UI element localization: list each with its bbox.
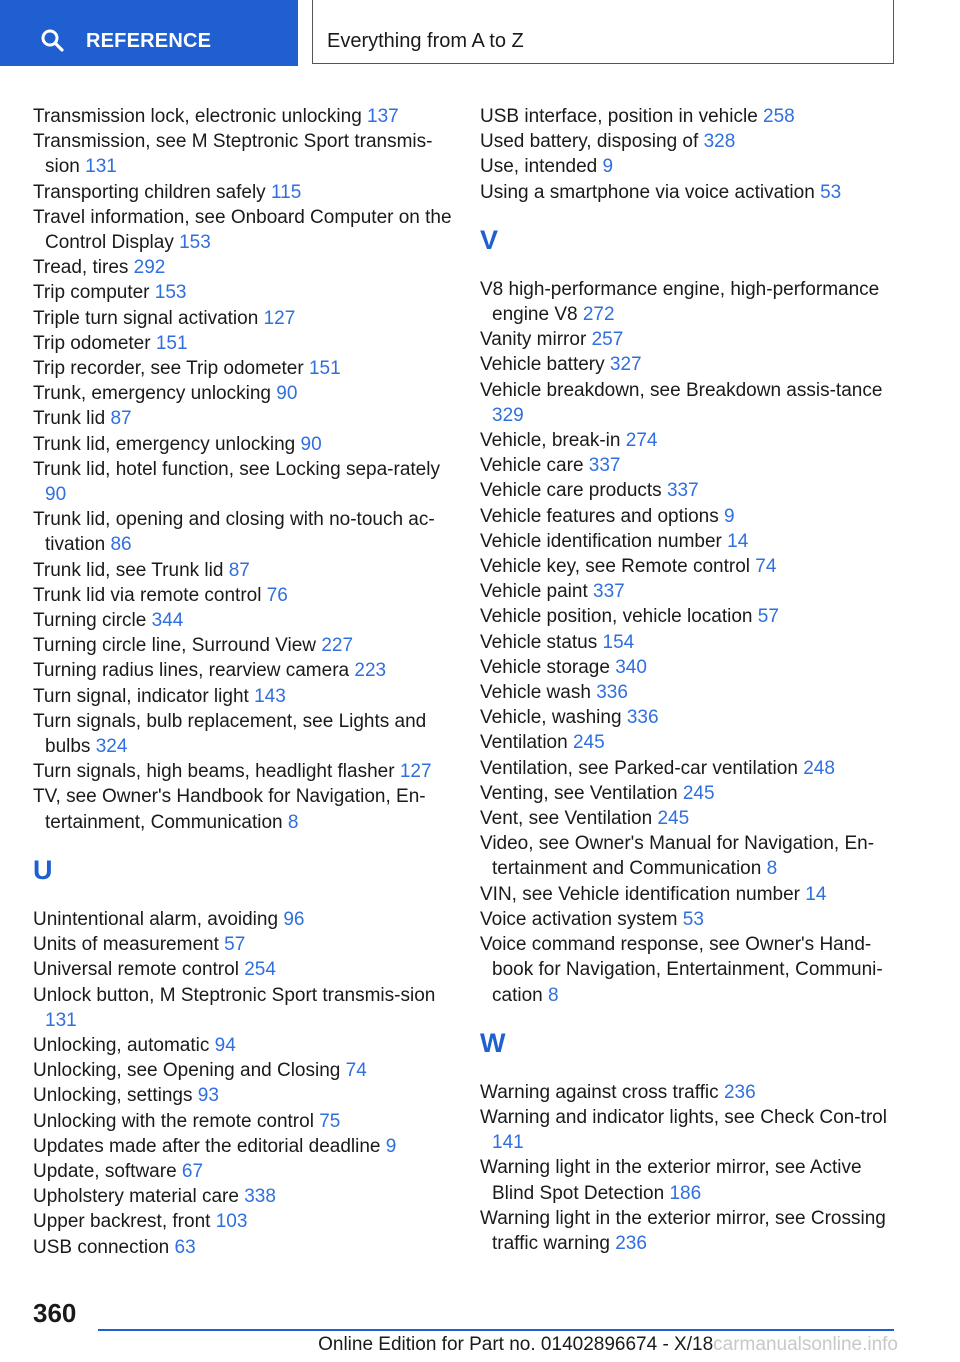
index-entry-text: Vehicle, washing xyxy=(480,707,622,729)
index-entry xyxy=(480,806,900,831)
page-header xyxy=(0,0,960,66)
page-reference-link[interactable]: 245 xyxy=(657,808,690,830)
index-entry-text: Trunk lid, emergency unlocking xyxy=(33,433,296,455)
search-icon xyxy=(40,28,64,52)
page-reference-link[interactable]: 90 xyxy=(276,383,298,405)
index-entry xyxy=(33,381,453,406)
index-entry-text: Unlocking, automatic xyxy=(33,1034,210,1056)
index-entry xyxy=(480,453,900,478)
chapter-title: Everything from A to Z xyxy=(327,30,524,52)
footer-rule xyxy=(98,1329,894,1331)
page-reference-link[interactable]: 337 xyxy=(588,455,621,477)
index-entry-text: Vehicle key, see Remote control xyxy=(480,556,751,578)
index-entry-text: Turn signal, indicator light xyxy=(33,685,249,707)
index-entry-text: Vehicle identification number xyxy=(480,530,722,552)
index-entry-text: Turn signals, high beams, headlight flasher xyxy=(33,761,395,783)
edition-text: Online Edition for Part no. 01402896674 - X/18 xyxy=(318,1334,714,1355)
page-reference-link[interactable]: 90 xyxy=(45,484,67,506)
index-entry-text: Vehicle features and options xyxy=(480,505,719,527)
index-entry xyxy=(33,709,453,759)
index-entry xyxy=(33,406,453,431)
index-entry xyxy=(480,428,900,453)
page-reference-link[interactable]: 336 xyxy=(626,707,659,729)
page-reference-link[interactable]: 74 xyxy=(345,1060,367,1082)
index-entry-text: Unlock button, M Steptronic Sport transmis-sion xyxy=(33,984,436,1006)
page-reference-link[interactable]: 9 xyxy=(602,156,614,178)
index-entry xyxy=(480,378,900,428)
index-entry-text: Video, see Owner's Manual for Navigation, En-tertainment and Communication xyxy=(480,833,875,880)
index-entry-text: Ventilation, see Parked-car ventilation xyxy=(480,757,798,779)
page-reference-link[interactable]: 292 xyxy=(133,257,166,279)
page-reference-link[interactable]: 86 xyxy=(110,534,132,556)
index-entry-text: Ventilation xyxy=(480,732,568,754)
page-reference-link[interactable]: 127 xyxy=(263,307,296,329)
page-reference-link[interactable]: 336 xyxy=(596,682,628,704)
index-entry xyxy=(33,558,453,583)
page-reference-link[interactable]: 272 xyxy=(582,304,615,326)
page-reference-link[interactable]: 96 xyxy=(283,908,305,930)
page-reference-link[interactable]: 151 xyxy=(308,358,341,380)
index-entry-text: USB connection xyxy=(33,1236,170,1258)
index-entry xyxy=(480,882,900,907)
page-reference-link[interactable]: 53 xyxy=(820,181,842,203)
index-entry-text: Unintentional alarm, avoiding xyxy=(33,908,279,930)
index-entry xyxy=(480,1080,900,1105)
index-entry-text: Trunk lid xyxy=(33,408,106,430)
page-reference-link[interactable]: 87 xyxy=(228,559,250,581)
index-entry-text: Transmission lock, electronic unlocking xyxy=(33,106,362,127)
index-letter-heading: W xyxy=(480,1027,506,1058)
page-reference-link[interactable]: 227 xyxy=(321,635,354,657)
page-reference-link[interactable]: 186 xyxy=(669,1182,702,1204)
page-reference-link[interactable]: 63 xyxy=(174,1236,196,1258)
page-reference-link[interactable]: 14 xyxy=(805,883,827,905)
index-entry-text: Trip odometer xyxy=(33,332,151,354)
index-entry xyxy=(33,907,453,932)
index-entry-text: Turning circle line, Surround View xyxy=(33,635,317,657)
index-entry-text: Voice activation system xyxy=(480,908,678,930)
index-entry xyxy=(33,180,453,205)
page-reference-link[interactable]: 57 xyxy=(757,606,779,628)
index-entry-text: Unlocking, settings xyxy=(33,1085,193,1107)
index-entry-text: Units of measurement xyxy=(33,934,219,956)
page-reference-link[interactable]: 154 xyxy=(602,631,635,653)
page-reference-link[interactable]: 9 xyxy=(385,1135,397,1157)
index-entry-text: Unlocking with the remote control xyxy=(33,1110,314,1132)
index-letter-heading: U xyxy=(33,854,53,885)
index-entry xyxy=(33,658,453,683)
index-column-right xyxy=(480,104,900,1256)
index-entry xyxy=(33,280,453,305)
index-entry xyxy=(480,1105,900,1155)
page-reference-link[interactable]: 76 xyxy=(266,584,288,606)
index-entry xyxy=(480,1155,900,1205)
index-entry xyxy=(33,306,453,331)
page-reference-link[interactable]: 248 xyxy=(803,757,835,779)
index-entry-text: Triple turn signal activation xyxy=(33,307,259,329)
index-entry-text: Trunk lid, hotel function, see Locking sepa-rately xyxy=(33,458,440,480)
index-entry xyxy=(480,907,900,932)
page-reference-link[interactable]: 90 xyxy=(300,433,322,455)
footer-edition xyxy=(318,1334,898,1356)
index-entry xyxy=(33,1209,453,1234)
index-entry xyxy=(33,1184,453,1209)
index-entry xyxy=(480,932,900,1008)
index-entry xyxy=(33,432,453,457)
index-entry-text: Update, software xyxy=(33,1160,177,1182)
page-reference-link[interactable]: 94 xyxy=(214,1034,236,1056)
page-reference-link[interactable]: 236 xyxy=(723,1081,756,1103)
page-reference-link[interactable]: 53 xyxy=(682,908,704,930)
page-reference-link[interactable]: 8 xyxy=(547,984,559,1006)
index-entry-text: Vehicle position, vehicle location xyxy=(480,606,753,628)
page-reference-link[interactable]: 131 xyxy=(85,156,117,178)
index-entry xyxy=(480,705,900,730)
index-entry xyxy=(33,1159,453,1184)
page-reference-link[interactable]: 328 xyxy=(703,131,736,153)
index-column-left xyxy=(33,104,453,1260)
index-entry-text: Upholstery material care xyxy=(33,1186,239,1208)
index-entry xyxy=(480,781,900,806)
page-reference-link[interactable]: 274 xyxy=(625,430,658,452)
page-reference-link[interactable]: 75 xyxy=(319,1110,341,1132)
index-entry xyxy=(33,1134,453,1159)
page-reference-link[interactable]: 337 xyxy=(593,581,625,603)
index-entry-text: Updates made after the editorial deadline xyxy=(33,1135,381,1157)
index-entry-text: VIN, see Vehicle identification number xyxy=(480,883,801,905)
page-reference-link[interactable]: 87 xyxy=(110,408,132,430)
index-entry-text: Vehicle paint xyxy=(480,581,588,603)
index-entry xyxy=(33,983,453,1033)
index-entry xyxy=(480,831,900,881)
index-entry-text: Vehicle storage xyxy=(480,656,610,678)
index-entry xyxy=(480,604,900,629)
page-reference-link[interactable]: 103 xyxy=(215,1211,248,1233)
page-reference-link[interactable]: 57 xyxy=(224,934,246,956)
page-reference-link[interactable]: 143 xyxy=(254,685,286,707)
index-entry xyxy=(33,331,453,356)
index-entry-text: Vehicle wash xyxy=(480,682,591,704)
page-reference-link[interactable]: 131 xyxy=(45,1009,77,1031)
index-entry xyxy=(480,129,900,154)
index-entry-text: Turning circle xyxy=(33,610,147,632)
index-entry xyxy=(480,104,900,129)
index-entry xyxy=(480,630,900,655)
index-entry-text: Trunk, emergency unlocking xyxy=(33,383,271,405)
page-reference-link[interactable]: 340 xyxy=(615,656,647,678)
index-entry-text: Warning against cross traffic xyxy=(480,1081,719,1103)
index-entry xyxy=(33,255,453,280)
index-entry xyxy=(33,759,453,784)
header-accent-rule xyxy=(0,64,298,66)
index-entry xyxy=(33,1109,453,1134)
index-entry xyxy=(480,327,900,352)
page-reference-link[interactable]: 9 xyxy=(724,505,735,527)
index-entry xyxy=(480,554,900,579)
index-entry xyxy=(33,104,453,129)
index-entry-text: Vehicle breakdown, see Breakdown assis-tance xyxy=(480,379,883,401)
index-entry-text: Vehicle care xyxy=(480,455,584,477)
index-entry-text: Vehicle battery xyxy=(480,354,605,376)
index-entry xyxy=(33,507,453,557)
index-entry xyxy=(33,784,453,834)
page-reference-link[interactable]: 245 xyxy=(682,782,715,804)
index-entry xyxy=(480,478,900,503)
index-entry xyxy=(480,756,900,781)
index-entry-text: Tread, tires xyxy=(33,257,129,279)
index-entry-text: Turn signals, bulb replacement, see Lights and bulbs xyxy=(33,710,427,758)
index-entry-text: Trip recorder, see Trip odometer xyxy=(33,358,304,380)
page-reference-link[interactable]: 245 xyxy=(572,732,605,754)
index-entry xyxy=(480,504,900,529)
index-entry-text: Trunk lid, opening and closing with no-touch ac-tivation xyxy=(33,509,435,556)
index-entry-text: Warning light in the exterior mirror, see Crossing traffic warning xyxy=(480,1207,886,1254)
index-entry-text: Trunk lid via remote control xyxy=(33,584,262,606)
page-reference-link[interactable]: 8 xyxy=(287,811,299,833)
index-entry-text: Trunk lid, see Trunk lid xyxy=(33,559,224,581)
index-entry-text: Turning radius lines, rearview camera xyxy=(33,660,350,682)
index-entry-text: Vehicle, break-in xyxy=(480,430,621,452)
reference-tab[interactable] xyxy=(0,0,298,64)
index-entry xyxy=(480,655,900,680)
index-entry-text: USB interface, position in vehicle xyxy=(480,106,758,127)
page-reference-link[interactable]: 153 xyxy=(179,232,211,254)
index-entry xyxy=(33,1083,453,1108)
page-reference-link[interactable]: 14 xyxy=(727,530,749,552)
index-entry xyxy=(33,957,453,982)
index-entry xyxy=(480,529,900,554)
index-entry xyxy=(480,579,900,604)
watermark: carmanualsonline.info xyxy=(713,1334,898,1355)
index-entry-text: Vehicle care products xyxy=(480,480,662,502)
page-reference-link[interactable]: 115 xyxy=(270,181,302,203)
index-entry xyxy=(480,730,900,755)
index-entry xyxy=(33,684,453,709)
index-entry xyxy=(33,1033,453,1058)
index-entry xyxy=(480,680,900,705)
page-reference-link[interactable]: 141 xyxy=(492,1132,524,1154)
index-entry-text: Vanity mirror xyxy=(480,329,587,351)
index-entry xyxy=(33,633,453,658)
index-entry xyxy=(33,583,453,608)
page-number: 360 xyxy=(33,1298,77,1328)
index-entry-text: Warning and indicator lights, see Check Con-trol xyxy=(480,1106,887,1128)
page-reference-link[interactable]: 74 xyxy=(755,556,777,578)
index-entry-text: Used battery, disposing of xyxy=(480,131,699,153)
index-entry-text: Vehicle status xyxy=(480,631,598,653)
index-letter-heading: V xyxy=(480,224,499,255)
page-reference-link[interactable]: 137 xyxy=(367,106,399,127)
page-reference-link[interactable]: 93 xyxy=(197,1085,219,1107)
index-entry xyxy=(33,356,453,381)
index-entry-text: Using a smartphone via voice activation xyxy=(480,181,815,203)
page-reference-link[interactable]: 344 xyxy=(151,610,184,632)
page-reference-link[interactable]: 324 xyxy=(95,736,128,758)
page-reference-link[interactable]: 8 xyxy=(766,858,778,880)
section-label: REFERENCE xyxy=(86,30,212,52)
index-entry-text: Upper backrest, front xyxy=(33,1211,211,1233)
page-reference-link[interactable]: 338 xyxy=(244,1186,276,1208)
page-reference-link[interactable]: 67 xyxy=(181,1160,204,1182)
index-entry-text: Travel information, see Onboard Computer on the Control Display xyxy=(33,206,452,254)
index-entry xyxy=(33,1235,453,1260)
page-reference-link[interactable]: 327 xyxy=(609,354,642,376)
page-reference-link[interactable]: 329 xyxy=(492,404,524,426)
index-entry-text: TV, see Owner's Handbook for Navigation, En-tertainment, Communication xyxy=(33,786,426,833)
index-entry xyxy=(33,129,453,179)
index-entry-text: Voice command response, see Owner's Hand-book for Navigation, Entertainment, Communi-cation xyxy=(480,934,883,1006)
page-reference-link[interactable]: 258 xyxy=(763,106,795,127)
index-entry xyxy=(33,608,453,633)
index-entry xyxy=(33,932,453,957)
index-entry xyxy=(33,205,453,255)
index-entry-text: Universal remote control xyxy=(33,959,239,981)
index-entry-text: Transporting children safely xyxy=(33,181,266,203)
index-entry xyxy=(480,180,900,205)
index-entry-text: Transmission, see M Steptronic Sport transmis-sion xyxy=(33,131,433,178)
page-reference-link[interactable]: 257 xyxy=(591,329,624,351)
index-entry-text: V8 high-performance engine, high-performance engine V8 xyxy=(480,278,880,326)
index-entry xyxy=(480,154,900,179)
page-reference-link[interactable]: 151 xyxy=(155,332,188,354)
index-entry-text: Trip computer xyxy=(33,282,150,304)
index-entry-text: Venting, see Ventilation xyxy=(480,782,678,804)
index-entry-text: Use, intended xyxy=(480,156,598,178)
page-reference-link[interactable]: 127 xyxy=(399,761,432,783)
index-entry-text: Warning light in the exterior mirror, see Active Blind Spot Detection xyxy=(480,1157,862,1204)
index-entry xyxy=(480,1206,900,1256)
index-entry xyxy=(480,352,900,377)
page-reference-link[interactable]: 236 xyxy=(615,1232,647,1254)
page-reference-link[interactable]: 254 xyxy=(244,959,276,981)
index-entry-text: Vent, see Ventilation xyxy=(480,808,653,830)
index-entry xyxy=(33,457,453,507)
chapter-title-box xyxy=(312,0,894,64)
index-entry xyxy=(33,1058,453,1083)
page-reference-link[interactable]: 153 xyxy=(154,282,187,304)
page-reference-link[interactable]: 223 xyxy=(354,660,387,682)
page-reference-link[interactable]: 337 xyxy=(666,480,699,502)
index-entry xyxy=(480,277,900,327)
index-entry-text: Unlocking, see Opening and Closing xyxy=(33,1060,341,1082)
